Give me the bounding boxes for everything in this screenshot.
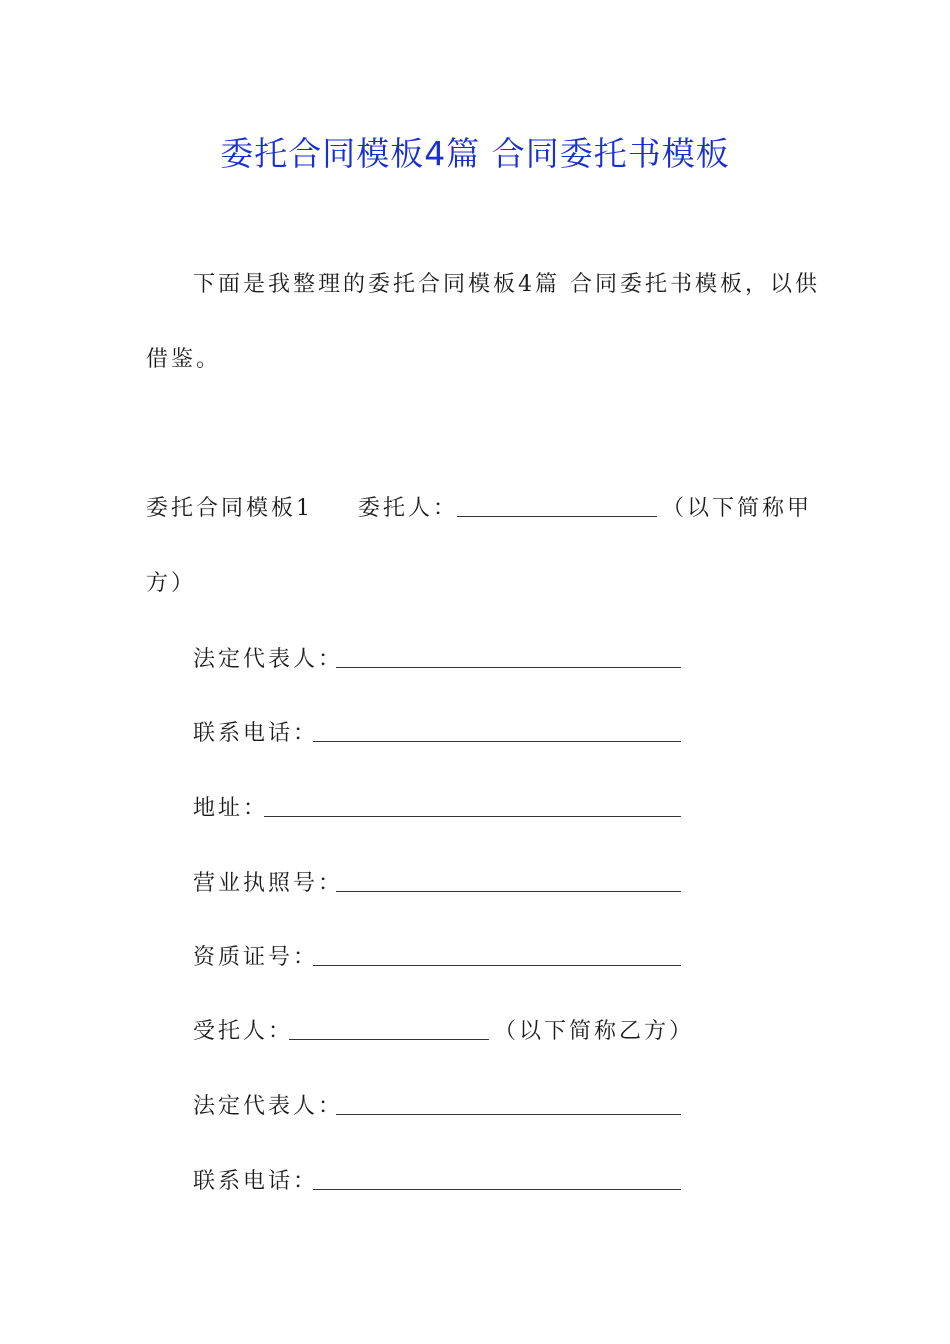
intro-line-1: 下面是我整理的委托合同模板4篇 合同委托书模板，以供 (193, 272, 820, 297)
document-title: 委托合同模板4篇 合同委托书模板 (220, 134, 730, 173)
field-label-phone-a: 联系电话： (193, 721, 319, 746)
principal-label: 委托人： (358, 496, 459, 521)
agent-label: 受托人： (193, 1019, 294, 1044)
section-heading: 委托合同模板1 (146, 496, 313, 521)
field-label-legal-rep-b: 法定代表人： (193, 1094, 344, 1119)
qualification-a-blank (313, 943, 681, 966)
field-label-legal-rep-a: 法定代表人： (193, 647, 344, 672)
address-a-blank (264, 794, 681, 817)
field-label-phone-b: 联系电话： (193, 1169, 319, 1194)
agent-suffix: （以下简称乙方） (494, 1019, 695, 1044)
field-label-qualification-a: 资质证号： (193, 945, 319, 970)
principal-suffix: （以下简称甲 (662, 496, 813, 521)
legal-rep-a-blank (336, 645, 681, 668)
field-label-address-a: 地址： (193, 796, 269, 821)
phone-b-blank (313, 1167, 681, 1190)
field-label-license-a: 营业执照号： (193, 871, 344, 896)
phone-a-blank (313, 719, 681, 742)
legal-rep-b-blank (336, 1092, 681, 1115)
license-a-blank (336, 869, 681, 892)
intro-line-2: 借鉴。 (146, 347, 222, 372)
agent-blank (289, 1017, 489, 1040)
principal-suffix-cont: 方） (146, 571, 197, 596)
principal-blank (457, 494, 657, 517)
